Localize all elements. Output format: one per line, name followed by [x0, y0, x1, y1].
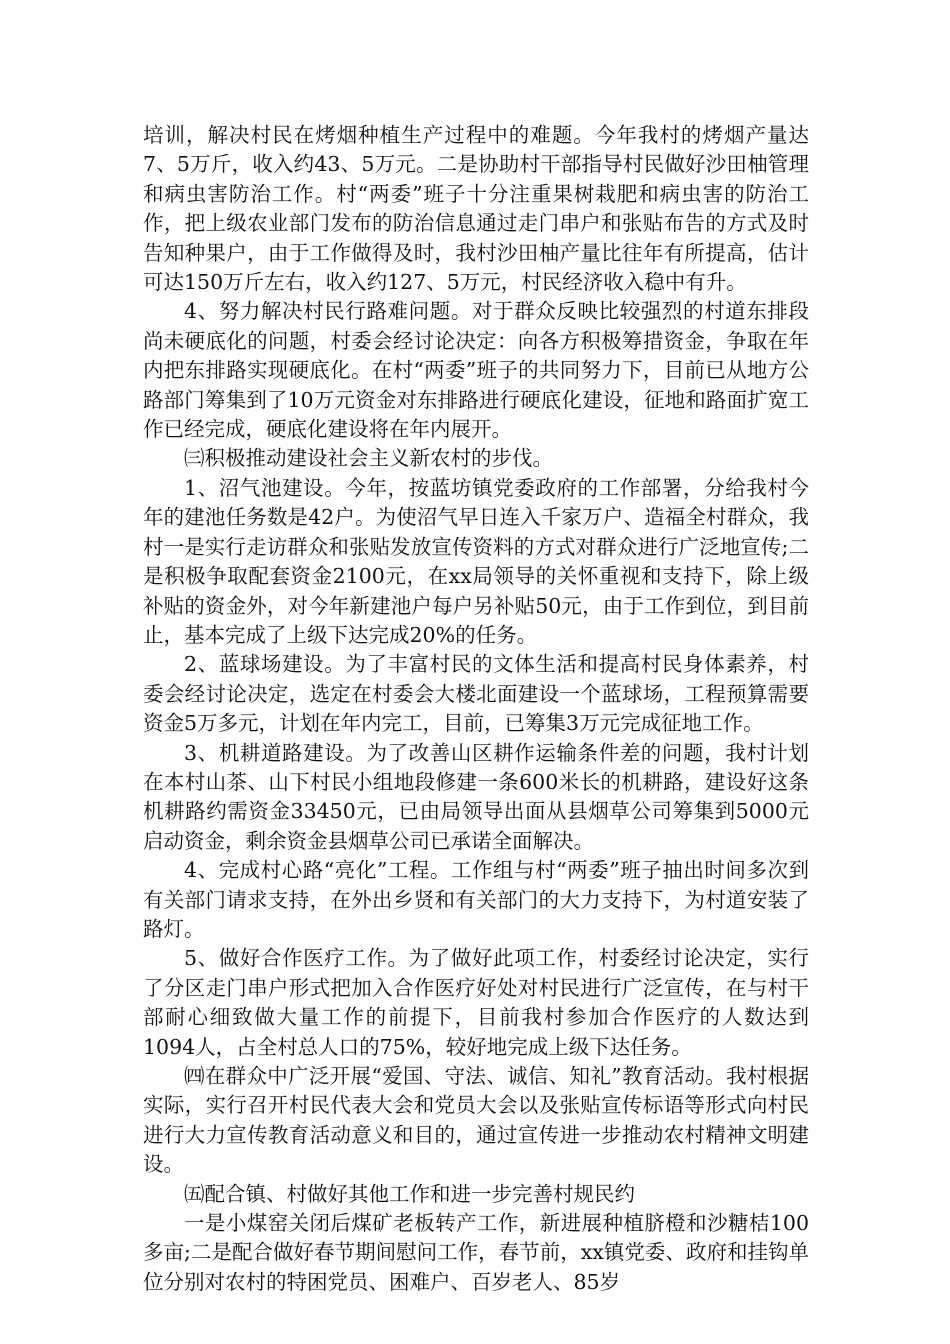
body-paragraph: 2、蓝球场建设。为了丰富村民的文体生活和提高村民身体素养，村委会经讨论决定，选定在村委会大楼北面建设一个蓝球场，工程预算需要资金5万多元，计划在年内完工，目前，已筹集3万元完成征地工作。 — [143, 652, 809, 736]
document-body — [143, 121, 809, 1297]
section-heading: ㈤配合镇、村做好其他工作和进一步完善村规民约 — [184, 1181, 635, 1206]
body-paragraph: 培训，解决村民在烤烟种植生产过程中的难题。今年我村的烤烟产量达7、5万斤，收入约43、5万元。二是协助村干部指导村民做好沙田柚管理和病虫害防治工作。村“两委”班子十分注重果树栽肥和病虫害的防治工作，把上级农业部门发布的防治信息通过走门串户和张贴布告的方式及时告知种果户，由于工作做得及时，我村沙田柚产量比往年有所提高，估计可达150万斤左右，收入约127、5万元，村民经济收入稳中有升。 — [143, 123, 809, 295]
body-paragraph: 4、完成村心路“亮化”工程。工作组与村“两委”班子抽出时间多次到有关部门请求支持，在外出乡贤和有关部门的大力支持下，为村道安装了路灯。 — [143, 858, 809, 941]
section-heading: ㈣在群众中广泛开展“爱国、守法、诚信、知礼”教育活动。我村根据实际，实行召开村民代表大会和党员大会以及张贴宣传标语等形式向村民进行大力宣传教育活动意义和目的，通过宣传进一步推动农村精神文明建设。 — [143, 1064, 809, 1177]
section-heading: ㈢积极推动建设社会主义新农村的步伐。 — [184, 446, 553, 471]
body-paragraph: 3、机耕道路建设。为了改善山区耕作运输条件差的问题，我村计划在本村山茶、山下村民小组地段修建一条600米长的机耕路，建设好这条机耕路约需资金33450元，已由局领导出面从县烟草公司筹集到5000元启动资金，剩余资金县烟草公司已承诺全面解决。 — [143, 740, 809, 853]
body-paragraph: 一是小煤窑关闭后煤矿老板转产工作，新进展种植脐橙和沙糖桔100多亩;二是配合做好春节期间慰问工作，春节前，xx镇党委、政府和挂钩单位分别对农村的特困党员、困难户、百岁老人、85岁 — [143, 1211, 809, 1294]
body-paragraph: 1、沼气池建设。今年，按蓝坊镇党委政府的工作部署，分给我村今年的建池任务数是42户。为使沼气早日连入千家万户、造福全村群众，我村一是实行走访群众和张贴发放宣传资料的方式对群众进行广泛地宣传;二是积极争取配套资金2100元，在xx局领导的关怀重视和支持下，除上级补贴的资金外，对今年新建池户每户另补贴50元，由于工作到位，到目前止，基本完成了上级下达完成20%的任务。 — [143, 475, 809, 647]
body-paragraph: 4、努力解决村民行路难问题。对于群众反映比较强烈的村道东排段尚未硬底化的问题，村委会经讨论决定：向各方积极筹措资金，争取在年内把东排路实现硬底化。在村“两委”班子的共同努力下，目前已从地方公路部门筹集到了10万元资金对东排路进行硬底化建设，征地和路面扩宽工作已经完成，硬底化建设将在年内展开。 — [143, 299, 809, 442]
body-paragraph: 5、做好合作医疗工作。为了做好此项工作，村委经讨论决定，实行了分区走门串户形式把加入合作医疗好处对村民进行广泛宣传，在与村干部耐心细致做大量工作的前提下，目前我村参加合作医疗的人数达到1094人，占全村总人口的75%，较好地完成上级下达任务。 — [143, 946, 809, 1059]
